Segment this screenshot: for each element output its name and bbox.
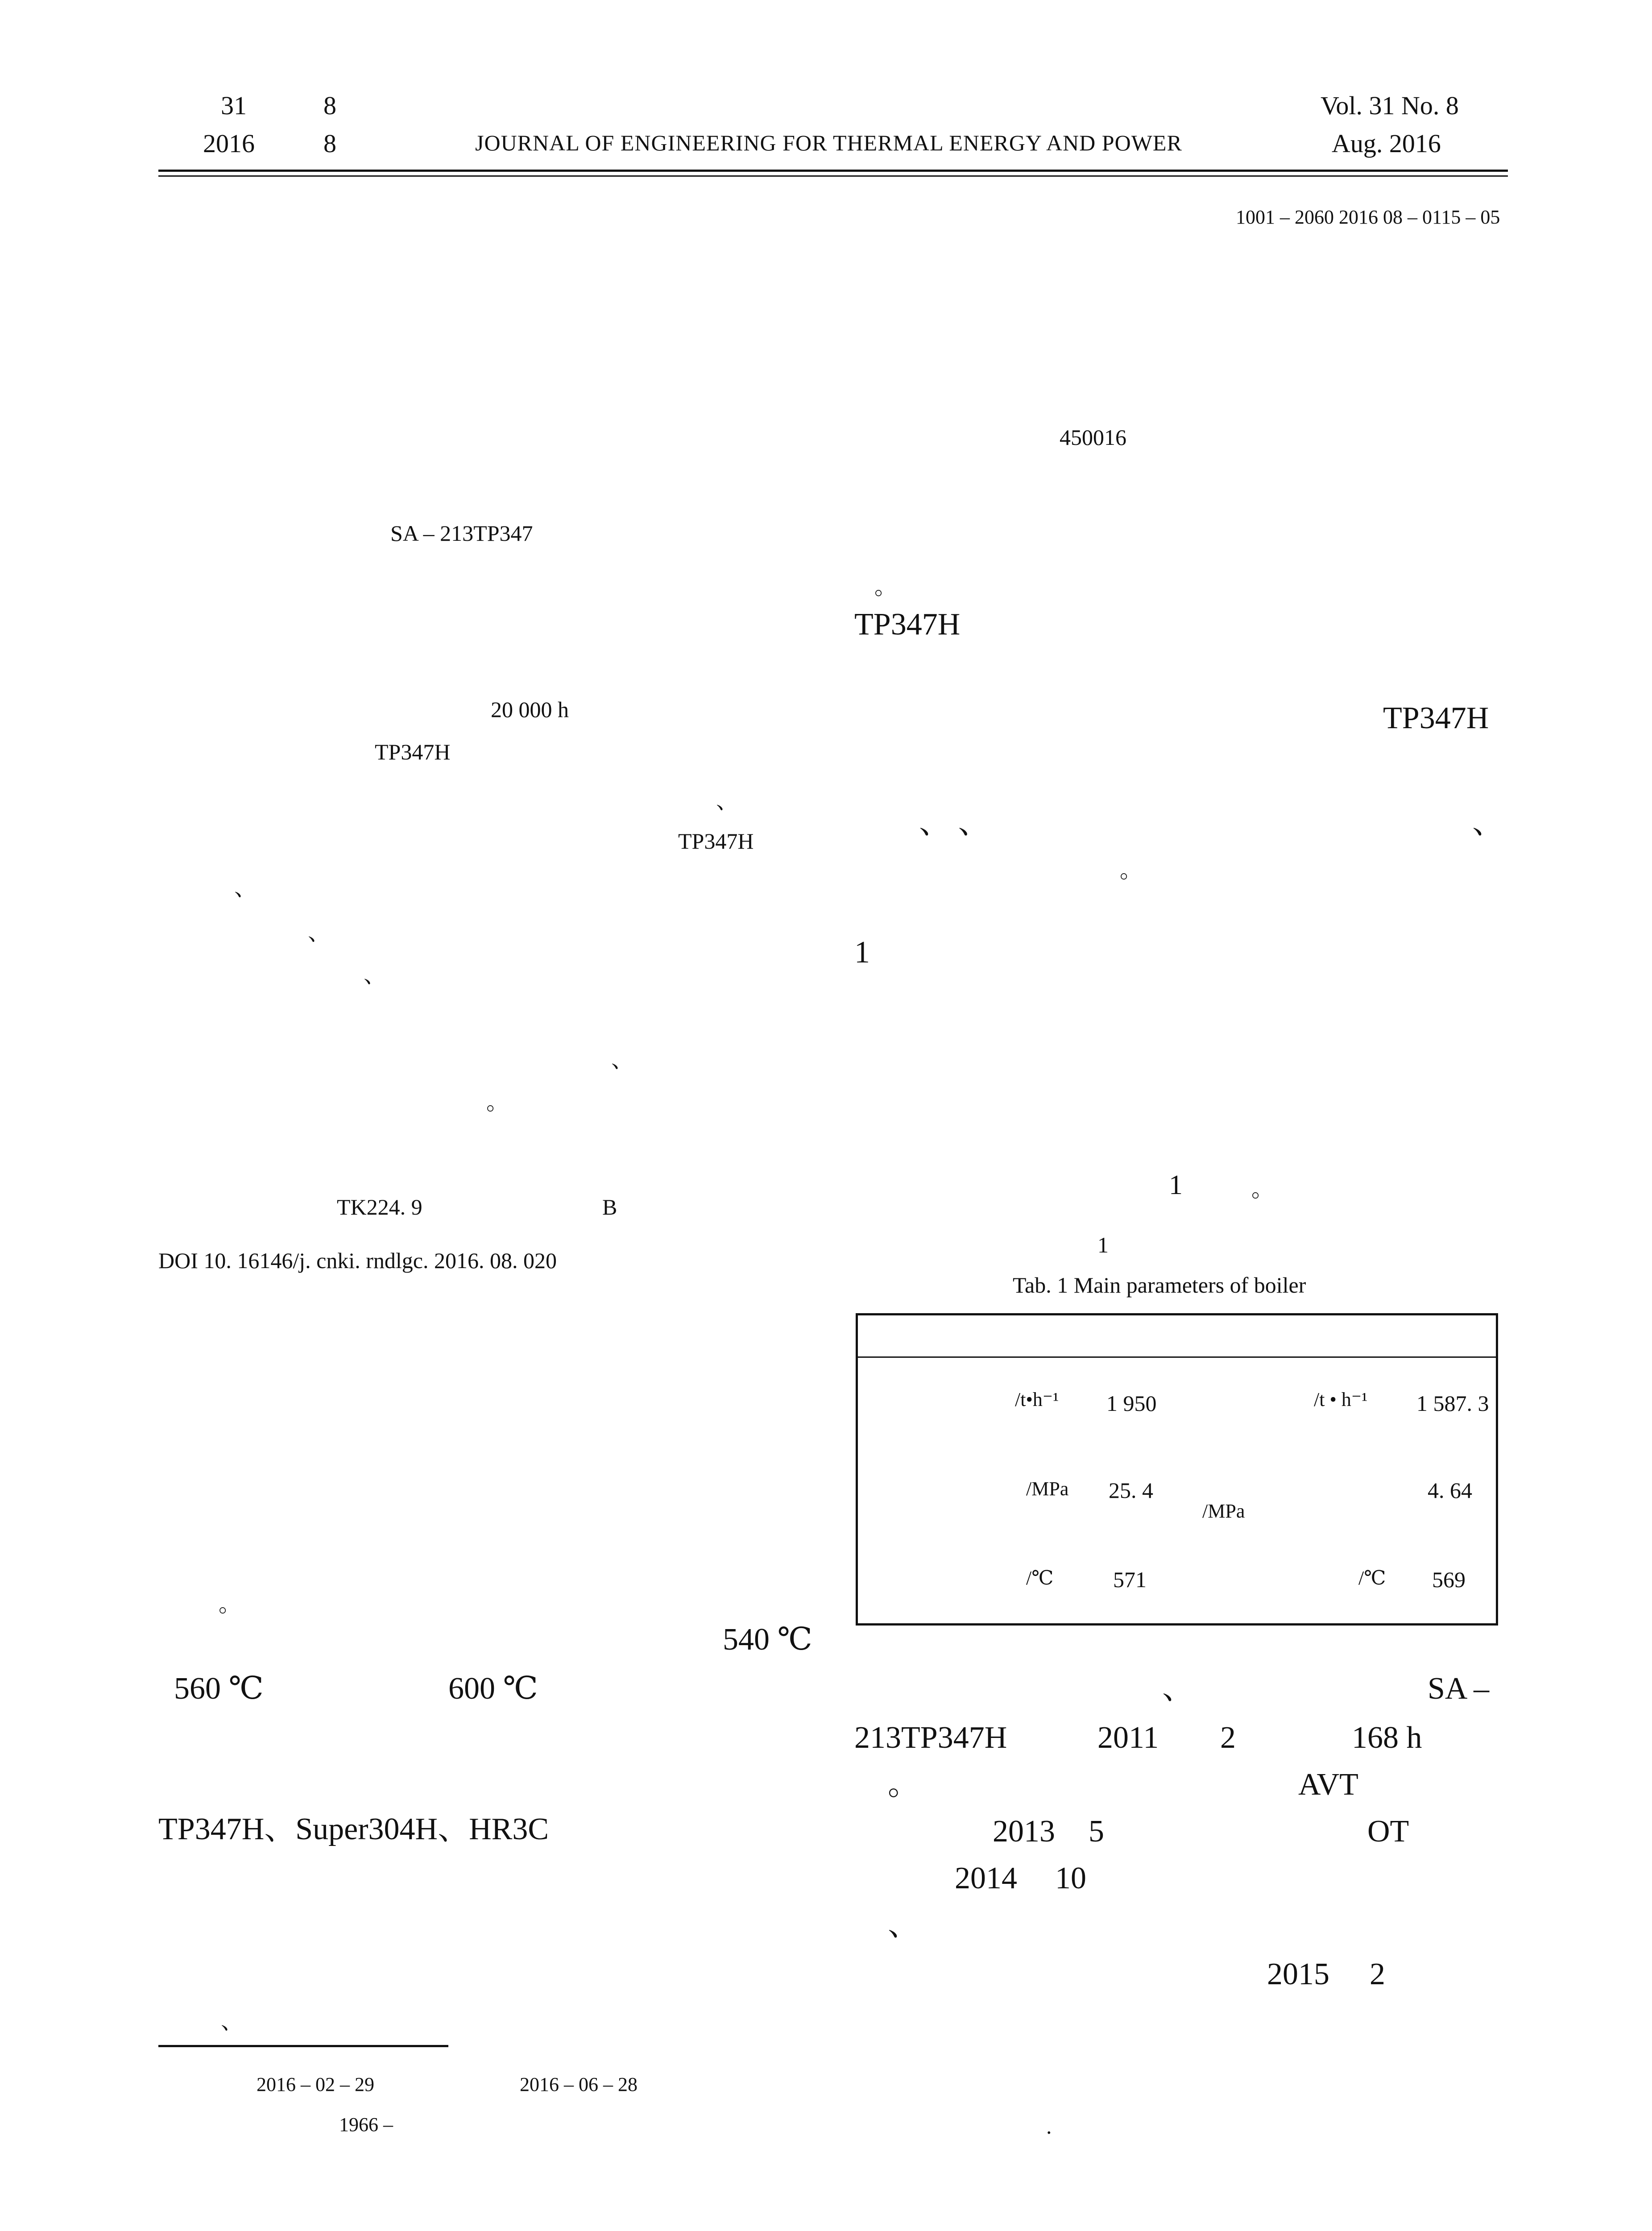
abstract-steel-1: TP347H: [375, 739, 451, 764]
table-reference: 1: [1169, 1170, 1183, 1200]
header-rule-bottom: [158, 175, 1508, 177]
right-steel-2: TP347H: [1383, 701, 1489, 735]
received-date: 2016 – 02 – 29: [257, 2073, 374, 2095]
temp-600: 600 ℃: [448, 1671, 538, 1706]
body-period: 。: [219, 1592, 241, 1617]
temp-540: 540 ℃: [723, 1622, 812, 1657]
material-code-a: SA –: [1428, 1671, 1490, 1706]
table-cell: 4. 64: [1428, 1478, 1472, 1503]
year-2015: 2015: [1267, 1957, 1329, 1991]
right-mark-g: 、: [1162, 1671, 1193, 1706]
table-number: 1: [1097, 1232, 1109, 1257]
trailing-dot: .: [1046, 2114, 1052, 2139]
issue-label: 8: [323, 91, 336, 120]
month-2: 2: [1220, 1721, 1236, 1755]
month-2b: 2: [1370, 1957, 1385, 1991]
abstract-mark-5: 、: [611, 1047, 633, 1072]
table-cell: /t•h⁻¹: [1015, 1389, 1059, 1410]
right-marks-row: 、 、: [919, 806, 990, 840]
abstract-mark-3: 、: [308, 920, 330, 945]
table-header-rule: [856, 1356, 1498, 1358]
volume-issue-en: Vol. 31 No. 8: [1321, 91, 1459, 120]
article-number: 1001 – 2060 2016 08 – 0115 – 05: [1236, 206, 1500, 228]
doi: DOI 10. 16146/j. cnki. rndlgc. 2016. 08. 020: [158, 1248, 557, 1273]
footnote-rule: [158, 2045, 448, 2047]
abstract-material: SA – 213TP347: [390, 521, 533, 546]
year-label: 2016: [203, 129, 255, 158]
year-2011: 2011: [1097, 1721, 1159, 1755]
table-caption: Tab. 1 Main parameters of boiler: [1013, 1273, 1306, 1298]
section-number: 1: [854, 935, 870, 970]
table-cell: 1 587. 3: [1416, 1391, 1489, 1416]
volume-label: 31: [221, 91, 247, 120]
body-mark: 、: [221, 2009, 243, 2034]
steel-list: TP347H、Super304H、HR3C: [158, 1812, 549, 1846]
abstract-mark-4: 、: [364, 962, 386, 987]
month-5: 5: [1089, 1814, 1104, 1849]
table-cell: 569: [1432, 1567, 1466, 1592]
table-cell: 25. 4: [1109, 1478, 1153, 1503]
avt-label: AVT: [1298, 1767, 1358, 1802]
abstract-steel-2: TP347H: [678, 829, 754, 854]
table-cell: /℃: [1358, 1567, 1386, 1589]
abstract-hours: 20 000 h: [491, 697, 569, 722]
month-label: 8: [323, 129, 336, 158]
right-period-4: 。: [888, 1767, 919, 1802]
hours-168: 168 h: [1352, 1721, 1422, 1755]
journal-title: JOURNAL OF ENGINEERING FOR THERMAL ENERGY AND POWER: [475, 130, 1182, 155]
right-mark-end: 、: [1472, 806, 1503, 840]
year-2013: 2013: [993, 1814, 1055, 1849]
author-birth-year: 1966 –: [339, 2114, 393, 2136]
header-rule-top: [158, 170, 1508, 172]
abstract-mark-1: 、: [716, 788, 738, 813]
postcode: 450016: [1060, 425, 1126, 450]
month-10: 10: [1055, 1861, 1086, 1895]
table-cell: /℃: [1026, 1567, 1054, 1589]
boiler-parameters-table: [856, 1313, 1498, 1626]
table-cell: 571: [1113, 1567, 1147, 1592]
abstract-period: 。: [486, 1090, 509, 1115]
date-en: Aug. 2016: [1332, 129, 1441, 158]
right-period-3: 。: [1251, 1177, 1274, 1202]
right-mark-h: 、: [888, 1908, 919, 1942]
temp-560: 560 ℃: [174, 1671, 264, 1706]
material-code-b: 213TP347H: [854, 1721, 1007, 1755]
revised-date: 2016 – 06 – 28: [520, 2073, 638, 2095]
table-cell: /MPa: [1202, 1500, 1245, 1522]
abstract-mark-2: 、: [234, 875, 257, 900]
right-steel-1: TP347H: [854, 607, 961, 642]
table-cell: /t • h⁻¹: [1314, 1389, 1368, 1410]
table-cell: /MPa: [1026, 1478, 1069, 1500]
right-period-2: 。: [1120, 858, 1142, 883]
document-code: B: [602, 1194, 617, 1219]
clc-number: TK224. 9: [337, 1194, 422, 1219]
ot-label: OT: [1367, 1814, 1409, 1849]
year-2014: 2014: [955, 1861, 1017, 1895]
table-cell: 1 950: [1106, 1391, 1157, 1416]
right-period-1: 。: [874, 574, 897, 599]
